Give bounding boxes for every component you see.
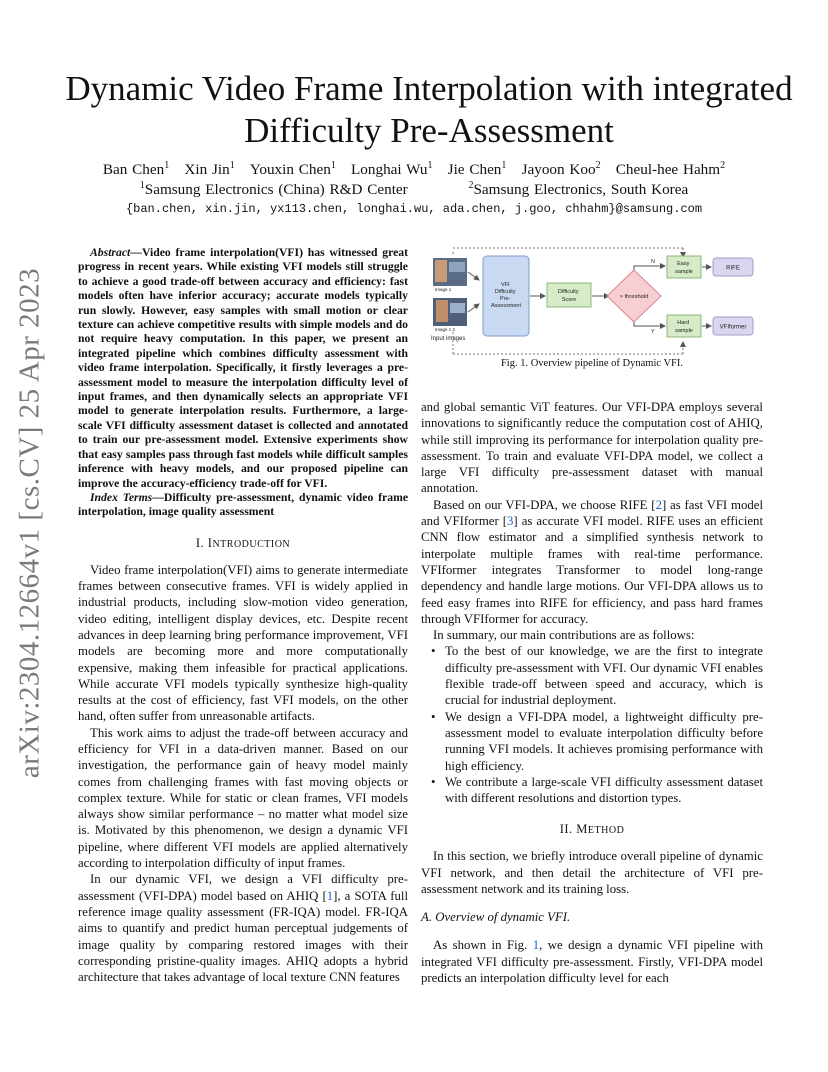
- no-branch-label: N: [651, 259, 655, 265]
- svg-text:Difficulty Score: Difficulty Score: [557, 289, 579, 303]
- subsection-heading: A. Overview of dynamic VFI.: [421, 910, 571, 925]
- svg-text:Hard sample: Hard sample: [675, 320, 693, 334]
- paper-title: Dynamic Video Frame Interpolation with integrated Difficulty Pre-Assessment: [65, 69, 793, 150]
- intro-paragraph-3: In our dynamic VFI, we design a VFI difficulty pre-assessment (VFI-DPA) model based on AHIQ [1], a SOTA full reference image quality assessment (FR-IQA) model. FR-IQA aims to quantify and predict human perceptual judgements of image quality by comparing restored images with their corresponding pristine-quality images. AHIQ adopts a hybrid architecture that takes advantage of local texture CNN features: [78, 872, 408, 985]
- citation-link[interactable]: 2: [655, 497, 662, 512]
- arxiv-identifier: arXiv:2304.12664v1 [cs.CV] 25 Apr 2023: [13, 267, 46, 778]
- image-2-label: Image 1 2: [435, 327, 456, 332]
- list-item: • To the best of our knowledge, we are the first to integrate difficulty pre-assessment with VFI. Our dynamic VFI enables flexible trade-off between speed and accuracy, which is crucial for industrial deployment.: [445, 643, 763, 708]
- author-name: Ban Chen$^1$: [102, 160, 170, 178]
- citation-link[interactable]: 1: [326, 888, 334, 903]
- author-name: Xin Jin$^1$: [184, 160, 235, 178]
- figure-link[interactable]: 1: [532, 938, 540, 953]
- right-paragraph-3: In summary, our main contributions are as follows:: [433, 628, 695, 643]
- figure-caption: Fig. 1. Overview pipeline of Dynamic VFI.: [500, 358, 684, 369]
- left-column: [78, 246, 408, 985]
- method-paragraph-1: In this section, we briefly introduce overall pipeline of dynamic VFI network, and then detail the architecture of VFI pre-assessment network and its training loss.: [421, 849, 763, 897]
- list-item: • We design a VFI-DPA model, a lightweight difficulty pre-assessment model to evaluate interpolation difficulty before running VFI models. It achieves promising performance with high efficiency.: [445, 709, 763, 774]
- citation-link[interactable]: 3: [507, 514, 514, 529]
- input-image-2: [433, 298, 467, 326]
- difficulty-score-box: [547, 283, 591, 307]
- abstract-text: —Video frame interpolation(VFI) has witnessed great progress in recent years. While existing VFI models still struggle to achieve a good trade-off between accuracy and efficiency: fast models often have inferior accuracy; accurate models typically run slowly. However, easy samples with small motion or clear texture can achieve competitive results with simple models and do not require heavy computation. In this paper, we present an integrated pipeline which combines difficulty assessment with video frame interpolation. Specifically, it firstly leverages a pre-assessment model to measure the interpolation difficulty level of input frames, and then dynamically selects an appropriate VFI model to generate interpolation results. Furthermore, a large-scale VFI difficulty assessment dataset is collected and annotated to train our pre-assessment model. Extensive experiments show that easy samples pass through fast models while difficult samples inference with heavy models, and our proposed pipeline can improve the accuracy-efficiency trade-off for VFI.: [78, 246, 408, 490]
- threshold-label: > threshold: [619, 294, 649, 300]
- author-name: Jayoon Koo$^2$: [521, 160, 601, 178]
- vfiformer-label: VFIformer: [719, 324, 747, 331]
- contribution-list: [421, 643, 763, 806]
- rife-label: RIFE: [726, 265, 740, 272]
- section-heading-method: II. METHOD: [559, 822, 625, 837]
- right-column: [421, 399, 763, 986]
- author-list: [60, 160, 768, 180]
- index-terms-label: Index Terms: [90, 490, 153, 504]
- author-block: [60, 160, 768, 200]
- yes-branch-label: Y: [651, 329, 655, 335]
- right-paragraph-1: and global semantic ViT features. Our VFI-DPA employs several innovations to significantly reduce the computation cost of AHIQ, while still improving its performance for interpolation quality pre-assessment. To train and evaluate VFI-DPA model, we collect a large VFI difficulty pre-assessment dataset with manual annotation.: [421, 400, 763, 496]
- index-terms-text: —Difficulty pre-assessment, dynamic video frame interpolation, image quality assessment: [78, 490, 409, 519]
- list-item: • We contribute a large-scale VFI difficulty assessment dataset with different resolutions and distortion types.: [445, 774, 763, 807]
- abstract: [78, 246, 408, 491]
- affiliation-list: [60, 180, 768, 200]
- svg-text:Easy sample: Easy sample: [675, 261, 693, 275]
- input-images-label: Input images: [431, 336, 466, 342]
- author-name: Jie Chen$^1$: [447, 160, 507, 178]
- author-name: Youxin Chen$^1$: [249, 160, 336, 178]
- pipeline-figure: [421, 242, 763, 360]
- affiliation: $^2$Samsung Electronics, South Korea: [468, 180, 689, 198]
- author-emails: {ban.chen, xin.jin, yx113.chen, longhai.wu, ada.chen, j.goo, chhahm}@samsung.com: [125, 202, 703, 216]
- section-heading-introduction: I. INTRODUCTION: [195, 535, 291, 550]
- index-terms: [78, 491, 408, 520]
- abstract-label: Abstract: [90, 246, 131, 259]
- affiliation: $^1$Samsung Electronics (China) R&D Center: [139, 180, 408, 198]
- author-name: Cheul-hee Hahm$^2$: [615, 160, 726, 178]
- author-name: Longhai Wu$^1$: [351, 160, 433, 178]
- right-paragraph-2: Based on our VFI-DPA, we choose RIFE [2] as fast VFI model and VFIformer [3] as accurate VFI model. RIFE uses an efficient CNN flow estimator and a simplified synthesis network to interpolate multiple frames with real-time performance. VFIformer integrates Transformer to model long-range dependency and handle large motions. Our VFI-DPA allows us to feed easy frames into RIFE for efficiency, and pass hard frames through VFIformer for accuracy.: [421, 497, 764, 626]
- intro-paragraph-2: This work aims to adjust the trade-off between accuracy and efficiency for VFI in a data-driven manner. Based on our investigation, the performance gain of heavy model mainly comes from challenging frames with fast moving objects or complex texture. While for static or clean frames, VFI models always show similar performance – no matter what model size is. Motivated by this phenomenon, we design a dynamic VFI pipeline, where different VFI models are applied alternatively according to interpolation difficulty of input frames.: [78, 725, 408, 871]
- method-paragraph-2: As shown in Fig. 1, we design a dynamic VFI pipeline with integrated VFI difficulty pre-assessment. Firstly, VFI-DPA model predicts an interpolation difficulty level for each: [421, 938, 763, 985]
- image-1-label: Image 1: [435, 287, 452, 292]
- svg-text:VFI Difficulty Pre-: VFI Difficulty Pre- Assessment: [491, 282, 521, 309]
- input-image-1: [433, 258, 467, 286]
- intro-paragraph-1: Video frame interpolation(VFI) aims to generate intermediate frames between consecutive frames. VFI is widely applied in industrial products, including slow-motion video generation, video editing, intelligent display devices, etc. Despite recent advances in deep learning bring performance improvement, VFI models are becoming more and more computationally expensive, making them infeasible for practical applications. While accurate VFI models typically synthesize high-quality results at the cost of efficiency, fast VFI models, on the other hand, often suffer from unreasonable artifacts.: [78, 562, 408, 724]
